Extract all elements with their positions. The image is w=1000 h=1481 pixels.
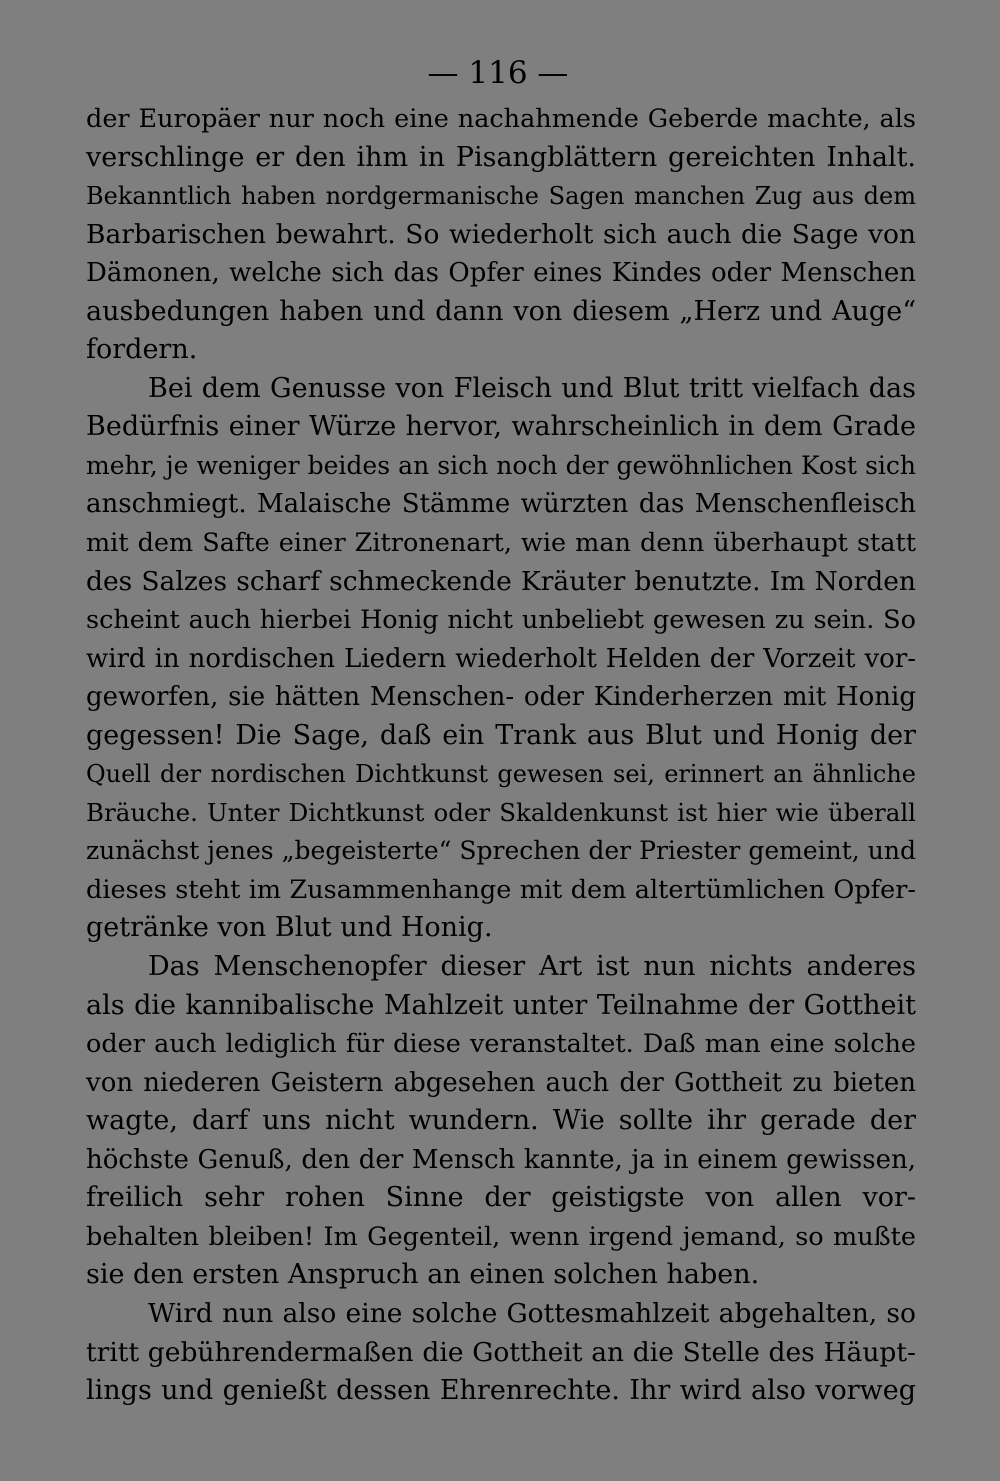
text-line: sie den ersten Anspruch an einen solchen haben.	[86, 1259, 760, 1291]
text-line: zunächst jenes „begeisterte“ Sprechen der Priester gemeint, und	[86, 836, 916, 866]
text-line: als die kannibalische Mahlzeit unter Teilnahme der Gottheit	[86, 989, 916, 1021]
text-line: Bei dem Genusse von Fleisch und Blut tritt vielfach das	[148, 372, 916, 404]
text-line: Dämonen, welche sich das Opfer eines Kindes oder Menschen	[86, 258, 916, 289]
body-text	[86, 100, 916, 1411]
text-line: geworfen, sie hätten Menschen- oder Kinderherzen mit Honig	[86, 682, 916, 713]
paragraph	[86, 1295, 916, 1411]
text-line: Bekanntlich haben nordgermanische Sagen manchen Zug aus dem	[86, 182, 916, 211]
text-line: lings und genießt dessen Ehrenrechte. Ihr wird also vorweg	[86, 1375, 916, 1407]
text-line: gegessen! Die Sage, daß ein Trank aus Blut und Honig der	[86, 719, 916, 751]
text-line: von niederen Geistern abgesehen auch der Gottheit zu bieten	[86, 1067, 916, 1098]
text-line: behalten bleiben! Im Gegenteil, wenn irgend jemand, so mußte	[86, 1221, 916, 1252]
text-line: Bräuche. Unter Dichtkunst oder Skaldenkunst ist hier wie überall	[86, 797, 916, 827]
text-line: tritt gebührendermaßen die Gottheit an die Stelle des Häupt-	[86, 1336, 916, 1368]
text-line: freilich sehr rohen Sinne der geistigste von allen vor-	[86, 1182, 916, 1214]
text-line: Wird nun also eine solche Gottesmahlzeit abgehalten, so	[148, 1297, 916, 1329]
text-line: verschlinge er den ihm in Pisangblättern gereichten Inhalt.	[86, 141, 916, 173]
text-line: fordern.	[86, 334, 198, 366]
text-line: dieses steht im Zusammenhange mit dem altertümlichen Opfer-	[86, 874, 916, 905]
page-number: — 116 —	[427, 55, 569, 91]
text-line: mit dem Safte einer Zitronenart, wie man denn überhaupt statt	[86, 528, 916, 559]
text-line: anschmiegt. Malaische Stämme würzten das Menschenfleisch	[86, 489, 916, 520]
book-page	[86, 50, 916, 1411]
text-line: scheint auch hierbei Honig nicht unbeliebt gewesen zu sein. So	[86, 605, 916, 636]
text-line: Bedürfnis einer Würze hervor, wahrscheinlich in dem Grade	[86, 411, 916, 443]
paragraph	[86, 948, 916, 1295]
text-line: mehr, je weniger beides an sich noch der gewöhnlichen Kost sich	[86, 450, 916, 480]
text-line: ausbedungen haben und dann von diesem „Herz und Auge“	[86, 295, 916, 327]
text-line: oder auch lediglich für diese veranstaltet. Daß man eine solche	[86, 1029, 916, 1060]
paragraph	[86, 370, 916, 948]
text-line: der Europäer nur noch eine nachahmende Geberde machte, als	[86, 104, 916, 134]
text-line: des Salzes scharf schmeckende Kräuter benutzte. Im Norden	[86, 565, 916, 597]
paragraph	[86, 100, 916, 370]
text-line: wagte, darf uns nicht wundern. Wie sollte ihr gerade der	[86, 1105, 916, 1137]
text-line: wird in nordischen Liedern wiederholt Helden der Vorzeit vor-	[86, 643, 916, 674]
text-line: Quell der nordischen Dichtkunst gewesen sei, erinnert an ähnliche	[86, 760, 916, 789]
text-line: Barbarischen bewahrt. So wiederholt sich auch die Sage von	[86, 218, 916, 250]
text-line: höchste Genuß, den der Mensch kannte, ja in einem gewissen,	[86, 1144, 916, 1175]
text-line: Das Menschenopfer dieser Art ist nun nichts anderes	[148, 951, 916, 983]
text-line: getränke von Blut und Honig.	[86, 912, 493, 944]
